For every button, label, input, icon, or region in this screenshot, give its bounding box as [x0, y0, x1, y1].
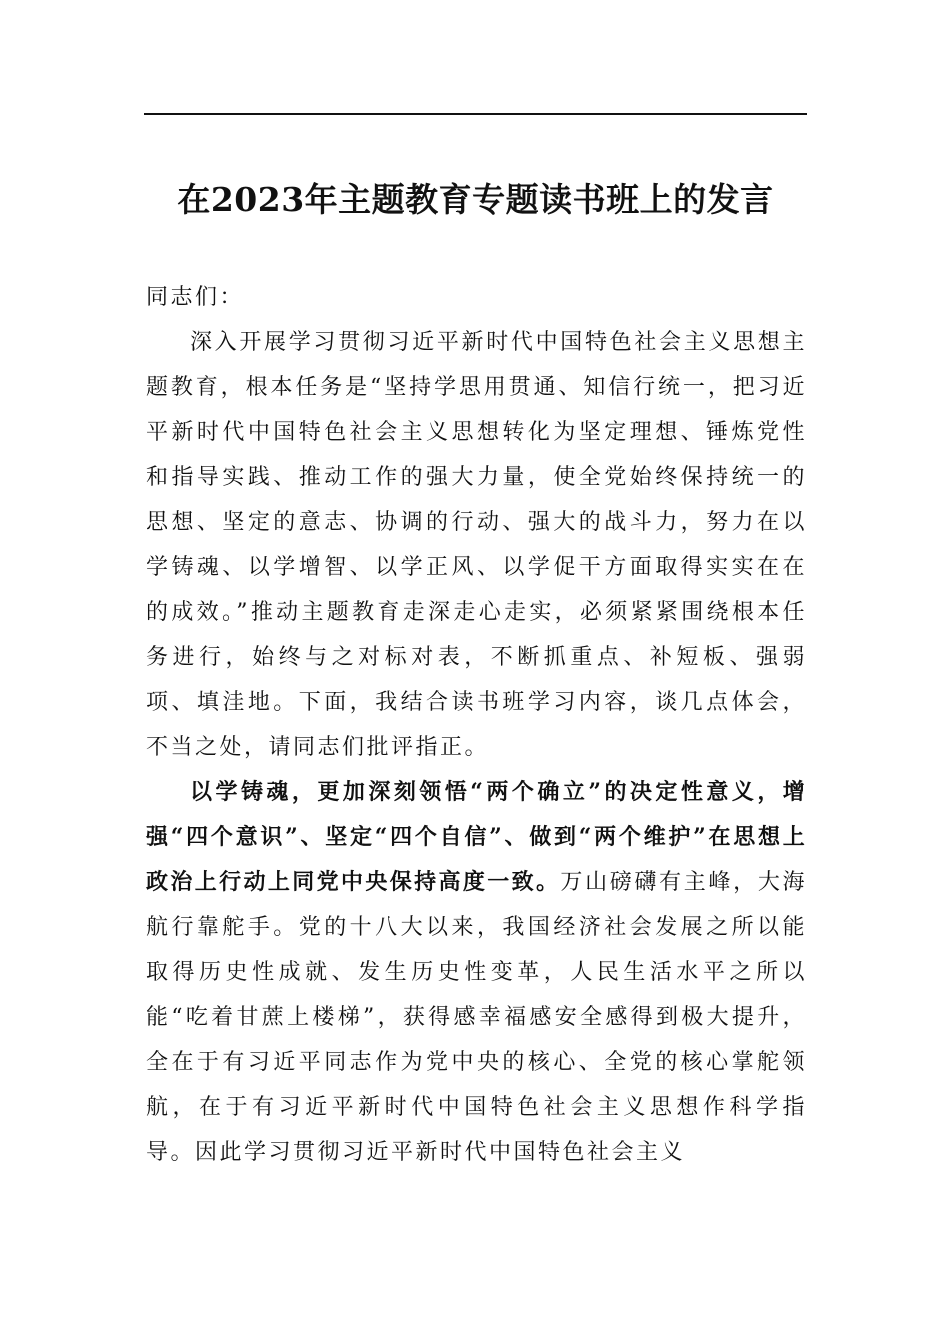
header-rule [144, 113, 807, 115]
document-body [146, 275, 807, 1175]
section-heading-bold: 以学铸魂，更加深刻领悟“两个确立”的决定性意义，增强“四个意识”、坚定“四个自信”、做到“两个维护”在思想上政治上行动上同党中央保持高度一致。 [146, 779, 807, 895]
paragraph-section-one [146, 770, 807, 1175]
section-body-text: 万山磅礴有主峰，大海航行靠舵手。党的十八大以来，我国经济社会发展之所以能取得历史性成就、发生历史性变革，人民生活水平之所以能“吃着甘蔗上楼梯”，获得感幸福感安全感得到极大提升，全在于有习近平同志作为党中央的核心、全党的核心掌舵领航，在于有习近平新时代中国特色社会主义思想作科学指导。因此学习贯彻习近平新时代中国特色社会主义 [146, 870, 807, 1165]
salutation: 同志们： [146, 285, 245, 310]
paragraph-intro: 深入开展学习贯彻习近平新时代中国特色社会主义思想主题教育，根本任务是“坚持学思用贯通、知信行统一，把习近平新时代中国特色社会主义思想转化为坚定理想、锤炼党性和指导实践、推动工作的强大力量，使全党始终保持统一的思想、坚定的意志、协调的行动、强大的战斗力，努力在以学铸魂、以学增智、以学正风、以学促干方面取得实实在在的成效。”推动主题教育走深走心走实，必须紧紧围绕根本任务进行，始终与之对标对表，不断抓重点、补短板、强弱项、填洼地。下面，我结合读书班学习内容，谈几点体会，不当之处，请同志们批评指正。 [146, 330, 807, 760]
document-title: 在2023年主题教育专题读书班上的发言 [177, 180, 774, 219]
